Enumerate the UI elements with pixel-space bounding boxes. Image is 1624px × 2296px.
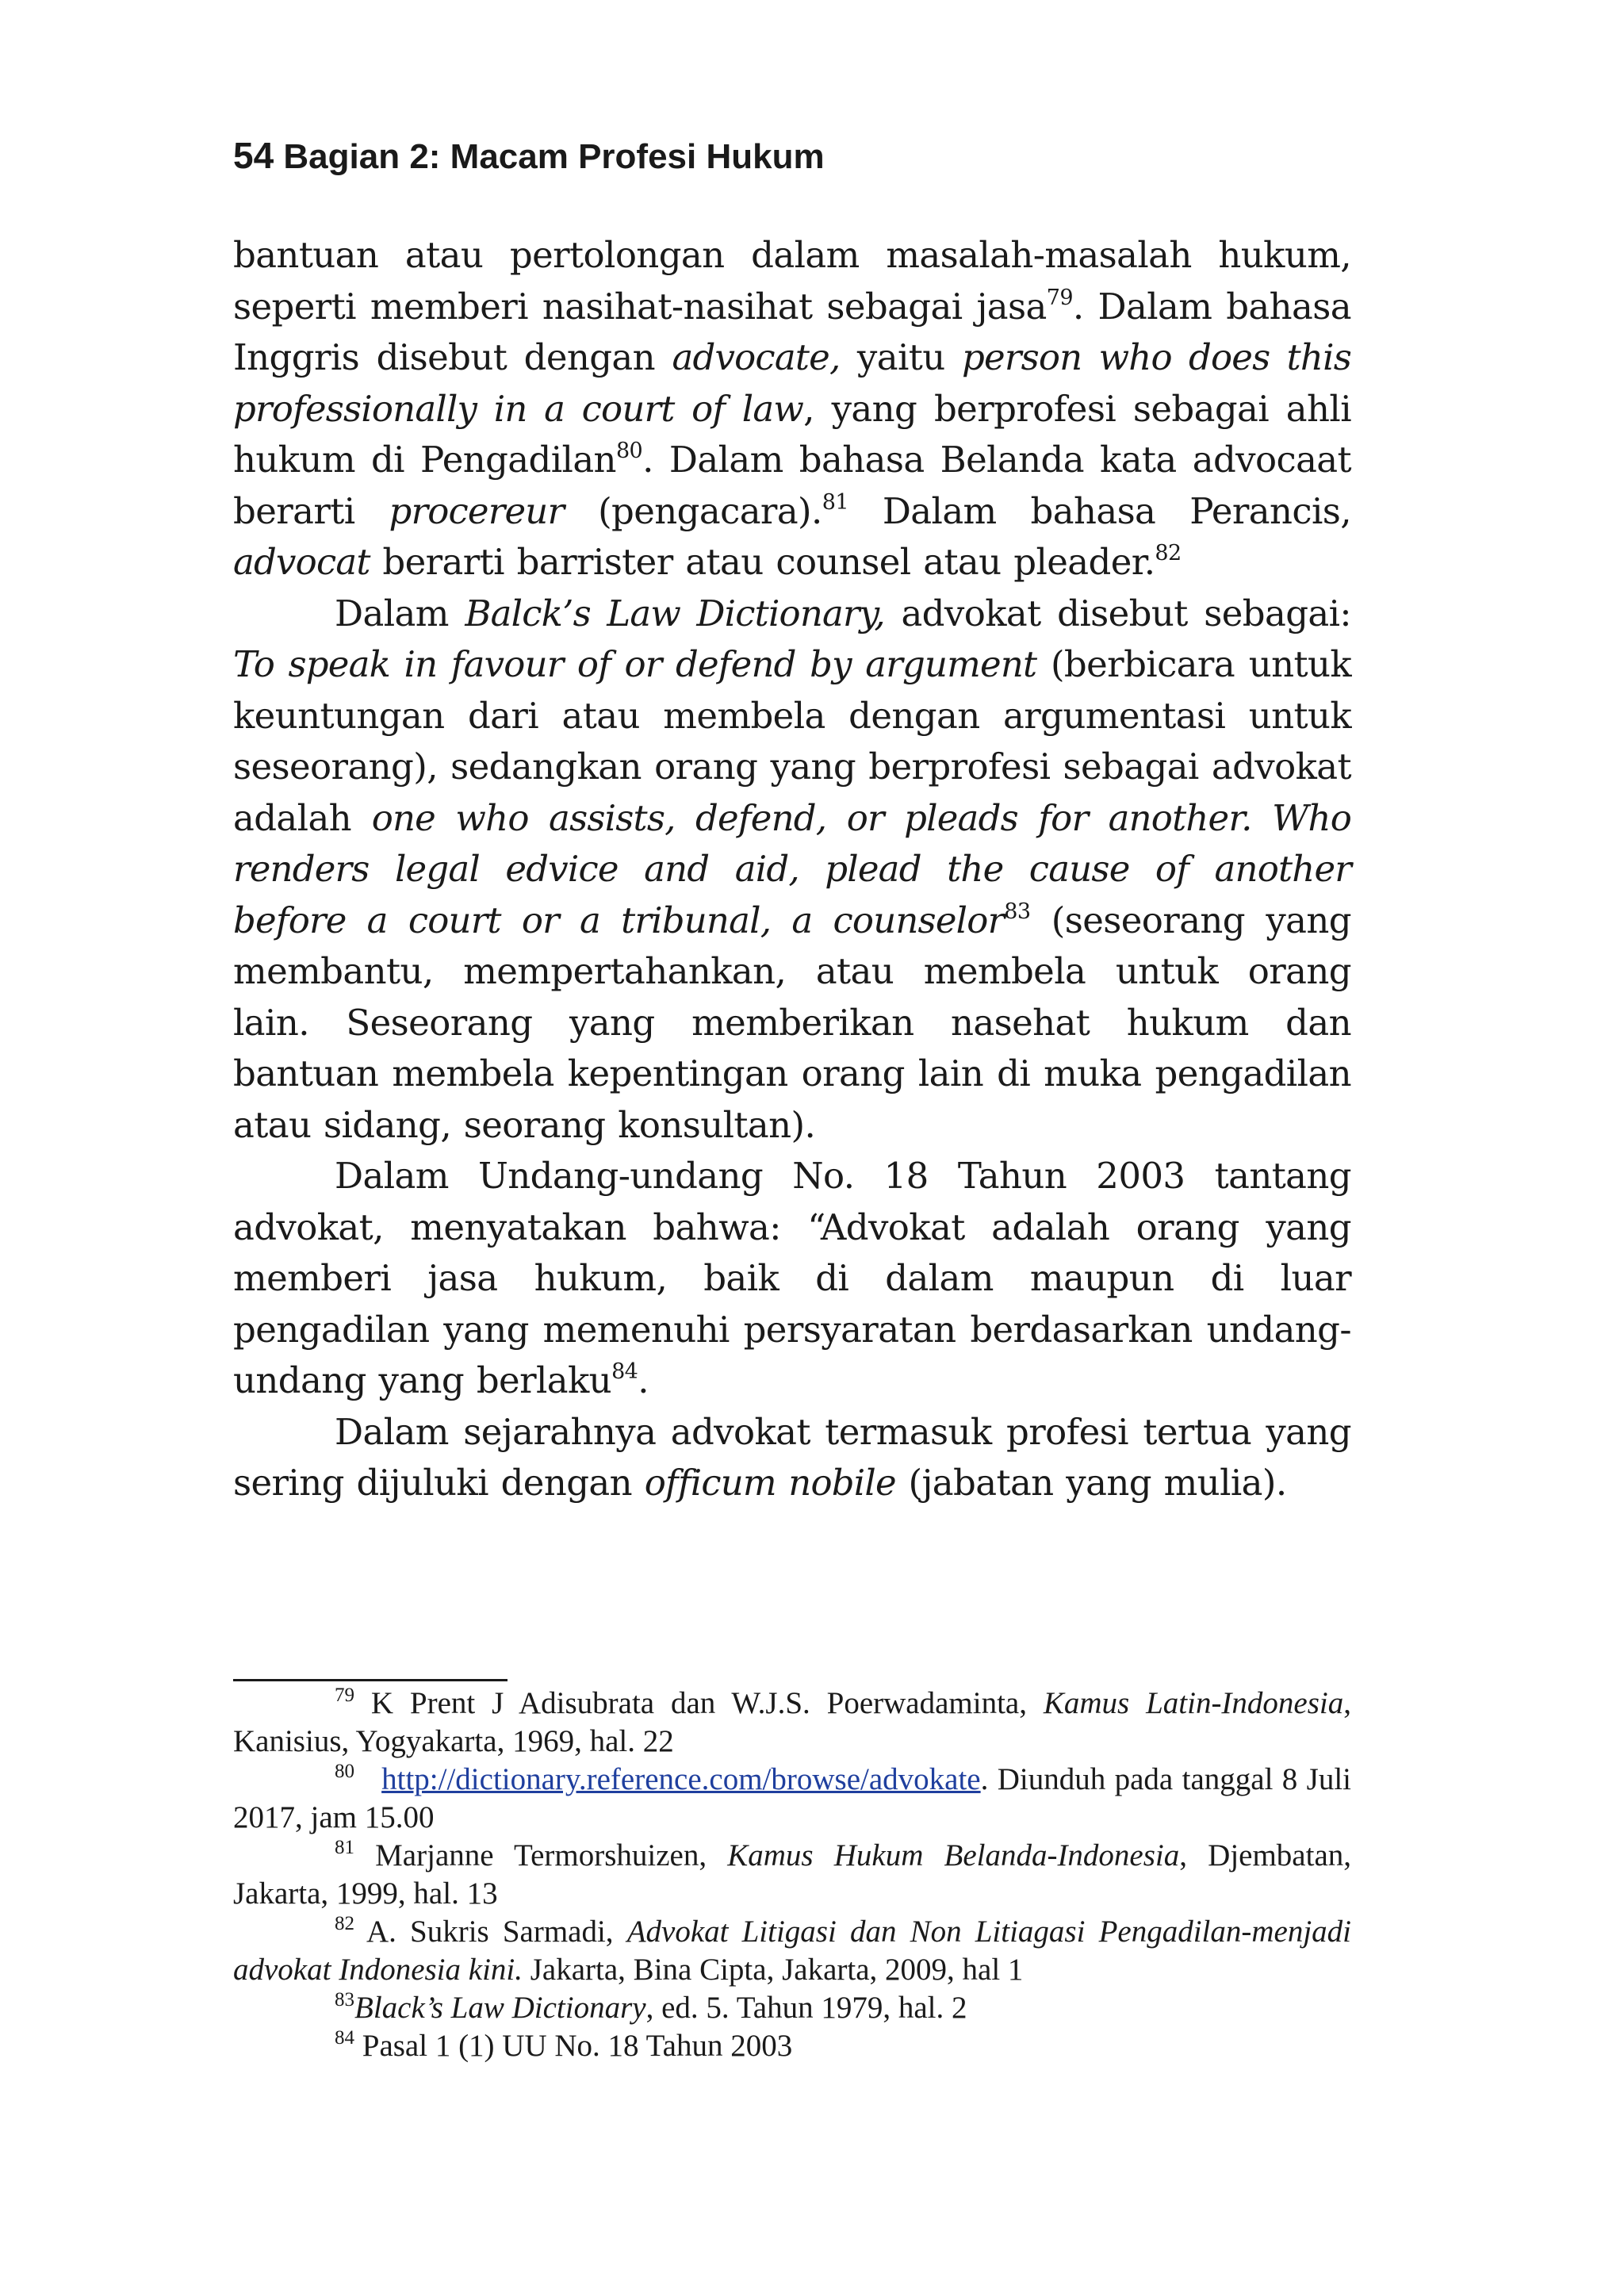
footnote-text: , Djembatan, Jakarta, 1999, hal. 13 <box>233 1838 1351 1911</box>
footnote-79 <box>233 1685 1351 1761</box>
italic-term: person who does this professionally in a court of law <box>233 336 1352 430</box>
italic-term: To speak in favour of or defend by argument <box>233 643 1037 685</box>
footnote-text: A. Sukris Sarmadi, <box>354 1915 627 1949</box>
footnote-number: 83 <box>335 1989 354 2010</box>
italic-term: officum nobile <box>644 1462 896 1504</box>
text-run: berarti barrister atau counsel atau pleader. <box>370 541 1155 583</box>
paragraph-1 <box>233 230 1351 588</box>
footnote-title: Advokat Litigasi dan Non Litiagasi Pengadilan-menjadi advokat Indonesia kini. <box>233 1915 1351 1987</box>
footnote-number: 79 <box>335 1685 354 1706</box>
footnote-title: Kamus Latin-Indonesia <box>1043 1686 1344 1720</box>
text-run: Dalam Undang-undang No. 18 Tahun 2003 tantang advokat, menyatakan bahwa: “Advokat adalah orang yang memberi jasa hukum, baik di dalam maupun di luar pengadilan yang memenuhi persyaratan berdasarkan undang-undang yang berlaku <box>233 1155 1351 1401</box>
footnotes <box>233 1685 1351 2065</box>
footnote-number: 84 <box>335 2027 354 2049</box>
italic-term: one who assists, defend, or pleads for another. Who renders legal edvice and aid, plead the cause of another before a court or a tribunal, a counselor <box>233 796 1351 941</box>
text-run: Dalam bahasa Perancis, <box>848 489 1351 532</box>
footnote-ref-81[interactable]: 81 <box>822 489 848 515</box>
body-text <box>233 230 1351 1509</box>
text-run: Dalam sejarahnya advokat termasuk profesi tertua yang sering dijuluki dengan <box>233 1410 1351 1504</box>
text-run: Dalam <box>335 592 465 634</box>
footnote-84 <box>233 2027 1351 2065</box>
footnote-link[interactable]: http://dictionary.reference.com/browse/advokate <box>381 1762 981 1796</box>
text-run: bantuan atau pertolongan dalam masalah-masalah hukum, seperti memberi nasihat-nasihat sebagai jasa <box>233 234 1351 328</box>
footnote-text: Pasal 1 (1) UU No. 18 Tahun 2003 <box>354 2029 793 2063</box>
footnote-title: Black’s Law Dictionary <box>354 1991 646 2025</box>
footnote-text: Marjanne Termorshuizen, <box>354 1838 728 1872</box>
footnote-ref-84[interactable]: 84 <box>611 1359 638 1384</box>
footnote-number: 82 <box>335 1913 354 1934</box>
footnote-82 <box>233 1913 1351 1989</box>
paragraph-2 <box>233 588 1351 1152</box>
footnote-ref-80[interactable]: 80 <box>615 439 643 463</box>
footnote-83 <box>233 1989 1351 2027</box>
footnote-ref-79[interactable]: 79 <box>1046 285 1073 310</box>
text-run: . <box>638 1359 649 1401</box>
text-run: (pengacara). <box>564 489 822 532</box>
text-run: , yang berprofesi sebagai ahli hukum di Pengadilan <box>233 387 1351 481</box>
text-run: . Dalam bahasa Inggris disebut dengan <box>233 285 1351 378</box>
footnote-text: Jakarta, Bina Cipta, Jakarta, 2009, hal 1 <box>523 1953 1024 1987</box>
footnote-ref-83[interactable]: 83 <box>1004 899 1031 924</box>
footnote-text: K Prent J Adisubrata dan W.J.S. Poerwadaminta, <box>354 1686 1044 1720</box>
footnote-number: 80 <box>335 1761 354 1782</box>
text-run: (seseorang yang membantu, mempertahankan, atau membela untuk orang lain. Seseorang yang memberikan nasehat hukum dan bantuan membela kepentingan orang lain di muka pengadilan atau sidang, seorang konsultan). <box>233 899 1351 1146</box>
text-run: . Dalam bahasa Belanda kata advocaat berarti <box>233 439 1352 532</box>
text-run: (berbicara untuk keuntungan dari atau membela dengan argumentasi untuk seseorang), sedangkan orang yang berprofesi sebagai advokat adalah <box>233 643 1352 839</box>
footnote-81 <box>233 1837 1351 1913</box>
italic-term: procereur <box>389 489 565 532</box>
footnote-text: , Kanisius, Yogyakarta, 1969, hal. 22 <box>233 1686 1351 1758</box>
footnote-text: , ed. 5. Tahun 1979, hal. 2 <box>645 1991 967 2025</box>
text-run: advokat disebut sebagai: <box>884 592 1351 634</box>
paragraph-3 <box>233 1151 1351 1407</box>
text-run: (jabatan yang mulia). <box>895 1462 1287 1504</box>
italic-term: advocate, <box>672 336 841 378</box>
italic-term: Balck’s Law Dictionary, <box>465 592 885 634</box>
paragraph-4 <box>233 1407 1351 1509</box>
text-run: yaitu <box>840 336 963 378</box>
chapter-title: Bagian 2: Macam Profesi Hukum <box>283 137 825 176</box>
footnote-separator <box>233 1679 508 1681</box>
page-number: 54 <box>233 135 274 176</box>
running-header <box>233 132 1359 181</box>
footnote-title: Kamus Hukum Belanda-Indonesia <box>727 1838 1180 1872</box>
footnote-80 <box>233 1761 1351 1837</box>
footnote-number: 81 <box>335 1837 354 1858</box>
footnote-ref-82[interactable]: 82 <box>1155 541 1182 565</box>
italic-term: advocat <box>233 541 370 583</box>
footnote-text: . Diunduh pada tanggal 8 Juli 2017, jam 15.00 <box>233 1762 1351 1834</box>
